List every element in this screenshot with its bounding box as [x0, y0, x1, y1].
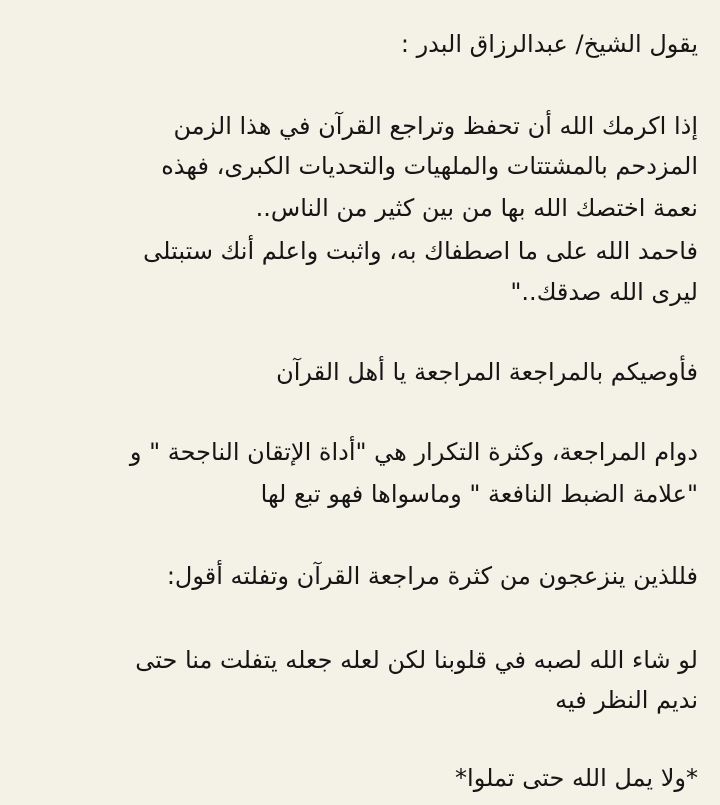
paragraph-line: فللذين ينزعجون من كثرة مراجعة القرآن وتفلته أقول: — [166, 562, 698, 590]
paragraph-line: المزدحم بالمشتتات والملهيات والتحديات الكبرى، فهذه — [161, 152, 698, 180]
paragraph-line: فأوصيكم بالمراجعة المراجعة يا أهل القرآن — [276, 358, 698, 386]
paragraph-line: "علامة الضبط النافعة " وماسواها فهو تبع لها — [260, 480, 698, 508]
paragraph-line: نديم النظر فيه — [555, 686, 698, 714]
paragraph-line: إذا اكرمك الله أن تحفظ وتراجع القرآن في هذا الزمن — [173, 112, 698, 140]
author-line: يقول الشيخ/ عبدالرزاق البدر : — [400, 30, 698, 58]
paragraph-line: لو شاء الله لصبه في قلوبنا لكن لعله جعله يتفلت منا حتى — [135, 646, 698, 674]
closing-line: *ولا يمل الله حتى تملوا* — [455, 764, 698, 792]
paragraph-line: ليرى الله صدقك.." — [510, 278, 698, 306]
paragraph-line: فاحمد الله على ما اصطفاك به، واثبت واعلم أنك ستبتلى — [143, 237, 698, 265]
paragraph-line: دوام المراجعة، وكثرة التكرار هي "أداة الإتقان الناجحة " و — [129, 438, 698, 466]
paragraph-line: نعمة اختصك الله بها من بين كثير من الناس.. — [255, 194, 698, 222]
